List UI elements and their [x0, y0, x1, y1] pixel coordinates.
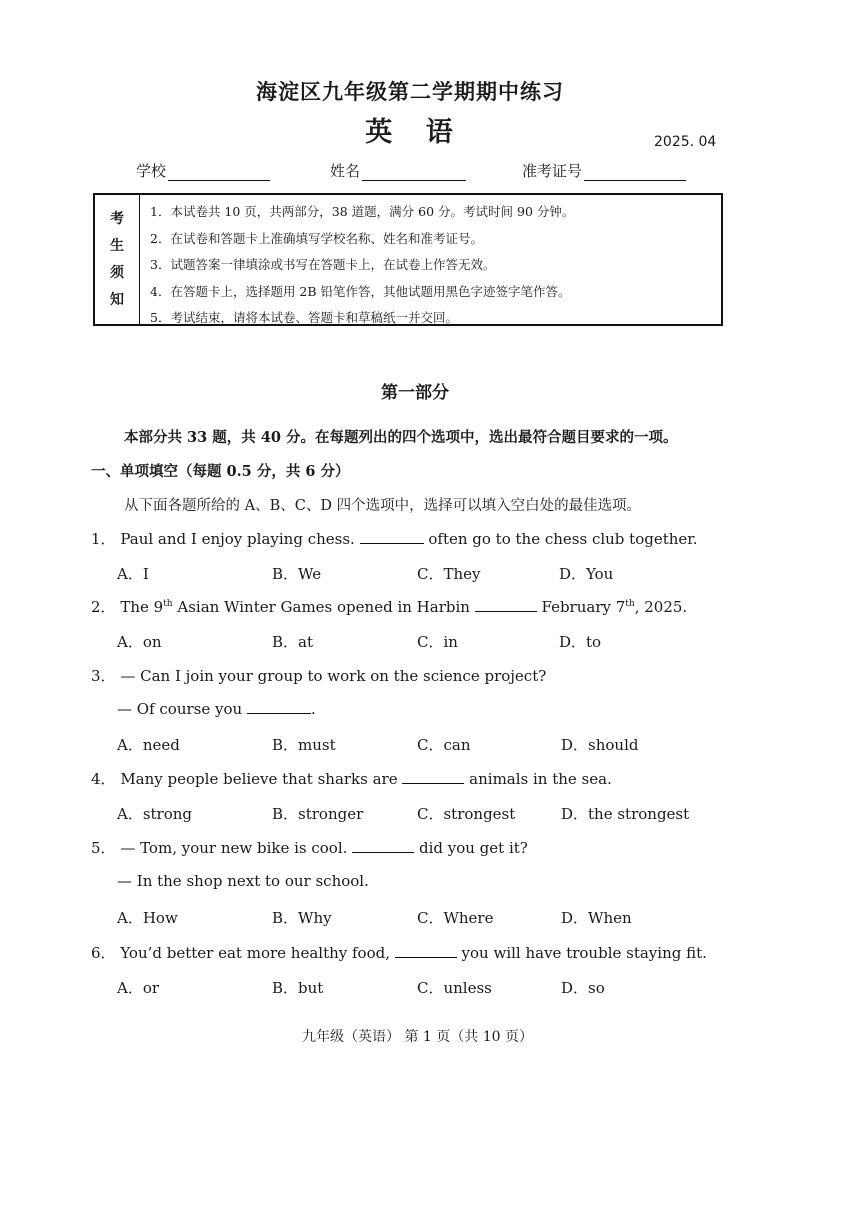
answer-blank: [360, 529, 424, 544]
question-number: 2．: [91, 598, 116, 616]
superscript: th: [625, 599, 635, 609]
school-label: 学校: [136, 162, 167, 180]
exam-number-blank: [584, 162, 686, 181]
option-c: C．They: [417, 565, 481, 583]
name-label: 姓名: [330, 162, 361, 180]
notice-char: 须: [110, 264, 124, 281]
notice-item: 3．试题答案一律填涂或书写在答题卡上，在试卷上作答无效。: [150, 257, 496, 272]
question-5-response: — In the shop next to our school.: [117, 872, 369, 890]
notice-char: 知: [110, 291, 124, 308]
question-text: , 2025.: [634, 598, 688, 616]
option-b: B．at: [272, 633, 313, 651]
section-title: 一、单项填空（每题 0.5 分，共 6 分）: [91, 463, 350, 480]
option-c: C．unless: [417, 979, 492, 997]
notice-char: 考: [110, 210, 124, 227]
option-d: D．so: [561, 979, 605, 997]
option-b: B．Why: [272, 909, 332, 927]
name-blank: [362, 162, 466, 181]
option-d: D．You: [559, 565, 614, 583]
question-text: You’d better eat more healthy food,: [120, 944, 390, 962]
option-a: A．How: [117, 909, 178, 927]
question-3: [91, 665, 546, 686]
answer-blank: [402, 769, 464, 784]
option-d: D．should: [561, 736, 639, 754]
question-text: .: [310, 700, 316, 718]
answer-blank: [352, 838, 414, 853]
question-text: Asian Winter Games opened in Harbin: [172, 598, 470, 616]
option-b: B．but: [272, 979, 324, 997]
question-text: you will have trouble staying fit.: [461, 944, 707, 962]
question-text: February 7: [541, 598, 626, 616]
notice-item: 2．在试卷和答题卡上准确填写学校名称、姓名和准考证号。: [150, 230, 483, 246]
exam-title: 海淀区九年级第二学期期中练习: [256, 79, 564, 104]
question-number: 3．: [91, 667, 116, 685]
notice-item: 5．考试结束，请将本试卷、答题卡和草稿纸一并交回。: [150, 310, 458, 325]
answer-blank: [475, 597, 537, 612]
subject-title: 英 语: [365, 117, 465, 148]
option-b: B．must: [272, 736, 336, 754]
school-field: [136, 160, 270, 181]
question-number: 1．: [91, 530, 116, 548]
name-field: [330, 160, 466, 181]
question-5: [91, 837, 528, 858]
question-4: [91, 768, 612, 789]
question-6: [91, 942, 707, 963]
option-c: C．strongest: [417, 805, 516, 823]
question-text: — Can I join your group to work on the science project?: [120, 667, 547, 685]
option-a: A．strong: [117, 805, 193, 823]
question-text: often go to the chess club together.: [428, 530, 698, 548]
option-a: A．on: [117, 633, 162, 651]
part-title: 第一部分: [381, 383, 449, 403]
option-d: D．the strongest: [561, 805, 690, 823]
question-1: [91, 528, 698, 549]
option-a: A．or: [117, 979, 160, 997]
question-text: animals in the sea.: [469, 770, 612, 788]
question-text: Many people believe that sharks are: [120, 770, 398, 788]
question-number: 5．: [91, 839, 116, 857]
answer-blank: [247, 699, 311, 714]
notice-item: 4．在答题卡上，选择题用 2B 铅笔作答，其他试题用黑色字迹签字笔作答。: [150, 283, 571, 299]
option-d: D．to: [559, 633, 602, 651]
option-c: C．can: [417, 736, 471, 754]
notice-item: 1．本试卷共 10 页，共两部分，38 道题，满分 60 分。考试时间 90 分钟。: [150, 204, 575, 219]
option-b: B．stronger: [272, 805, 364, 823]
option-c: C．Where: [417, 909, 494, 927]
question-text: — Tom, your new bike is cool.: [120, 839, 348, 857]
exam-date: 2025. 04: [654, 134, 717, 150]
question-text: Paul and I enjoy playing chess.: [120, 530, 355, 548]
notice-side-label: [95, 195, 140, 324]
option-a: A．I: [117, 565, 149, 583]
option-a: A．need: [117, 736, 180, 754]
notice-items: [140, 195, 721, 324]
question-number: 4．: [91, 770, 116, 788]
exam-number-label: 准考证号: [522, 162, 583, 180]
section-instruction: 从下面各题所给的 A、B、C、D 四个选项中，选择可以填入空白处的最佳选项。: [124, 498, 642, 514]
question-text: — Of course you: [117, 700, 243, 718]
exam-number-field: [522, 160, 686, 181]
superscript: th: [163, 599, 173, 609]
school-blank: [168, 162, 270, 181]
option-b: B．We: [272, 565, 322, 583]
option-d: D．When: [561, 909, 632, 927]
question-3-response: [117, 699, 316, 718]
question-text: The 9: [120, 598, 164, 616]
question-text: did you get it?: [418, 839, 528, 857]
answer-blank: [395, 943, 457, 958]
question-number: 6．: [91, 944, 116, 962]
notice-char: 生: [110, 237, 124, 254]
part-intro: 本部分共 33 题，共 40 分。在每题列出的四个选项中，选出最符合题目要求的一项。: [124, 429, 678, 446]
page-footer: 九年级（英语） 第 1 页（共 10 页）: [302, 1029, 533, 1045]
notice-box: [93, 193, 723, 326]
option-c: C．in: [417, 633, 458, 651]
question-2: [91, 596, 687, 617]
